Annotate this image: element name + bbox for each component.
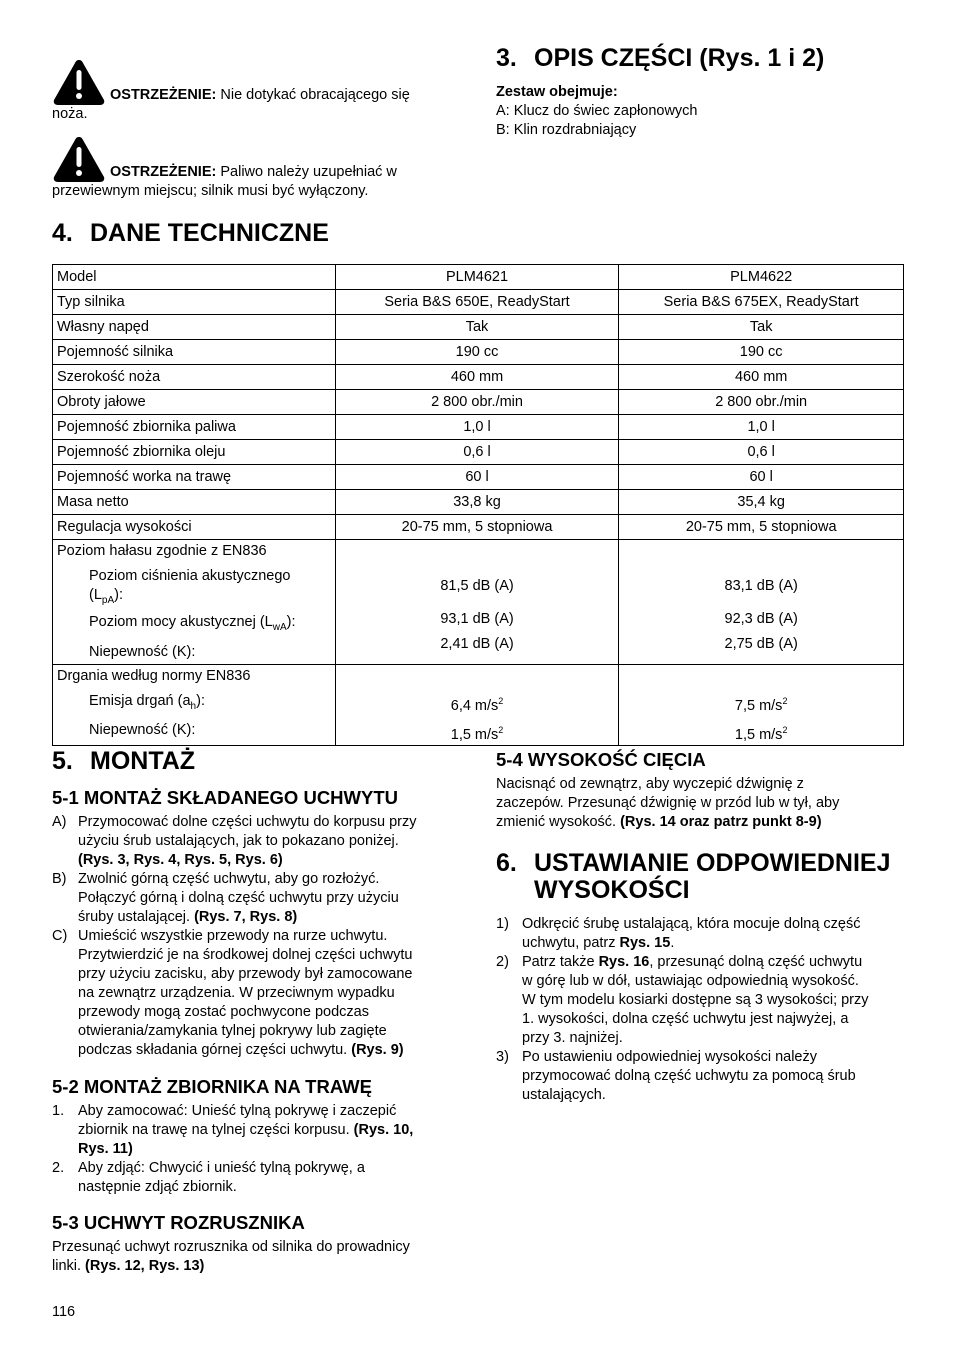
list-item: B) Zwolnić górną część uchwytu, aby go rozłożyć. Połączyć górną i dolną część uchwytu przy użyciu śruby ustalającej. (Rys. 7, Rys. 8) (52, 871, 399, 925)
table-cell: Seria B&S 650E, ReadyStart (335, 290, 619, 315)
table-row (53, 265, 904, 290)
section-5-2-heading: 5-2 MONTAŻ ZBIORNIKA NA TRAWĘ (52, 1076, 372, 1097)
noise-lwa-value: 92,3 dB (A) (724, 611, 798, 627)
warning-triangle-icon (52, 58, 106, 106)
table-cell (619, 540, 904, 665)
table-cell: 20-75 mm, 5 stopniowa (619, 515, 904, 540)
section-3-heading: 3. OPIS CZĘŚCI (Rys. 1 i 2) (496, 44, 825, 72)
noise-lpa-value: 83,1 dB (A) (724, 577, 798, 594)
table-cell: Model (53, 265, 336, 290)
table-cell: Masa netto (53, 490, 336, 515)
table-cell: Pojemność silnika (53, 340, 336, 365)
section-5-2-list (52, 1102, 452, 1197)
table-cell: 60 l (335, 465, 619, 490)
table-cell: Regulacja wysokości (53, 515, 336, 540)
table-cell: 1,0 l (335, 415, 619, 440)
table-row (53, 290, 904, 315)
table-row (53, 415, 904, 440)
table-cell (53, 665, 336, 746)
table-row (53, 465, 904, 490)
table-cell: Typ silnika (53, 290, 336, 315)
table-cell: Własny napęd (53, 315, 336, 340)
table-cell: PLM4621 (335, 265, 619, 290)
table-row (53, 340, 904, 365)
table-cell: PLM4622 (619, 265, 904, 290)
table-cell (335, 540, 619, 665)
table-cell: 460 mm (619, 365, 904, 390)
section-5-3-heading: 5-3 UCHWYT ROZRUSZNIKA (52, 1212, 305, 1233)
table-cell: Seria B&S 675EX, ReadyStart (619, 290, 904, 315)
table-row (53, 440, 904, 465)
warning-triangle-icon (52, 135, 106, 183)
table-row (53, 390, 904, 415)
section-5-1-heading: 5-1 MONTAŻ SKŁADANEGO UCHWYTU (52, 787, 399, 808)
section-5-4-heading: 5-4 WYSOKOŚĆ CIĘCIA (496, 749, 706, 770)
table-row-vibration (53, 665, 904, 746)
table-cell: 35,4 kg (619, 490, 904, 515)
vibration-k-value: 1,5 $m/s^2$ (734, 725, 788, 743)
table-row-noise (53, 540, 904, 665)
section-5-heading: 5. MONTAŻ (52, 747, 196, 775)
table-cell: 190 cc (335, 340, 619, 365)
table-cell: Obroty jałowe (53, 390, 336, 415)
kit-item: B: Klin rozdrabniający (496, 122, 637, 138)
warning-text: Paliwo należy uzupełniać w (216, 164, 397, 180)
table-cell (53, 540, 336, 665)
section-5-4-text: Nacisnąć od zewnątrz, aby wyczepić dźwignię z zaczepów. Przesunąć dźwignię w przód lub w tył, aby zmienić wysokość. (Rys. 14 oraz patrz punkt 8-9) (496, 776, 840, 830)
table-cell: Pojemność worka na trawę (53, 465, 336, 490)
list-item: 1) Odkręcić śrubę ustalającą, która mocuje dolną część uchwytu, patrz Rys. 15. (496, 916, 861, 951)
table-cell: 33,8 kg (335, 490, 619, 515)
table-cell: 1,0 l (619, 415, 904, 440)
table-cell: Pojemność zbiornika paliwa (53, 415, 336, 440)
list-item: 3) Po ustawieniu odpowiedniej wysokości należy przymocować dolną część uchwytu za pomocą śrub ustalających. (496, 1049, 856, 1103)
table-cell: Szerokość noża (53, 365, 336, 390)
vibration-ah-value: 6,4 $m/s^2$ (450, 695, 504, 714)
noise-lpa-value: 81,5 dB (A) (440, 577, 514, 594)
warning-label: OSTRZEŻENIE: (110, 164, 217, 180)
noise-k-label: Niepewność (K): (89, 643, 196, 660)
table-cell: 0,6 l (335, 440, 619, 465)
noise-title: Poziom hałasu zgodnie z EN836 (57, 543, 267, 559)
table-row (53, 490, 904, 515)
warning-text: noża. (52, 106, 88, 122)
noise-k-value: 2,75 dB (A) (724, 635, 798, 652)
table-cell: 0,6 l (619, 440, 904, 465)
table-row (53, 315, 904, 340)
table-cell: Pojemność zbiornika oleju (53, 440, 336, 465)
section-6-list (496, 915, 906, 1105)
table-cell: Tak (619, 315, 904, 340)
table-cell: 20-75 mm, 5 stopniowa (335, 515, 619, 540)
list-item: 2) Patrz także Rys. 16, przesunąć dolną część uchwytu w górę lub w dół, ustawiając odpowiednią wysokość. W tym modelu kosiarki dostępne są 3 wysokości; przy 1. wysokości, dolna część uchwytu jest najwyżej, a przy 3. najniżej. (496, 954, 869, 1046)
vibration-ah-label: Emisja drgań $(a_h)$: (89, 692, 205, 712)
noise-k-value: 2,41 dB (A) (440, 635, 514, 652)
section-4-heading: 4. DANE TECHNICZNE (52, 219, 329, 247)
table-cell (619, 665, 904, 746)
noise-lwa-label: Poziom mocy akustycznej $(L_{wA})$: (89, 614, 296, 634)
table-cell: 60 l (619, 465, 904, 490)
table-cell: Tak (335, 315, 619, 340)
noise-lwa-value: 93,1 dB (A) (440, 611, 514, 627)
list-item: A) Przymocować dolne części uchwytu do korpusu przy użyciu śrub ustalających, jak to pokazano poniżej. (Rys. 3, Rys. 4, Rys. 5, Rys. 6) (52, 814, 417, 868)
vibration-k-value: 1,5 $m/s^2$ (450, 725, 504, 743)
page-number: 116 (52, 1304, 76, 1320)
list-item: 2. Aby zdjąć: Chwycić i unieść tylną pokrywę, a następnie zdjąć zbiornik. (52, 1160, 365, 1195)
section-5-1-list (52, 813, 452, 1060)
vibration-k-label: Niepewność (K): (89, 722, 196, 739)
vibration-title: Drgania według normy EN836 (57, 668, 251, 685)
warning-label: OSTRZEŻENIE: (110, 87, 217, 103)
technical-data-table (52, 264, 904, 746)
section-6-heading: 6. USTAWIANIE ODPOWIEDNIEJ WYSOKOŚCI (496, 849, 891, 904)
kit-label: Zestaw obejmuje: (496, 84, 618, 100)
list-item: 1. Aby zamocować: Unieść tylną pokrywę i zaczepić zbiornik na trawę na tylnej części korpusu. (Rys. 10, Rys. 11) (52, 1103, 414, 1157)
table-cell: 190 cc (619, 340, 904, 365)
table-cell (335, 665, 619, 746)
table-cell: 2 800 obr./min (335, 390, 619, 415)
table-cell: 460 mm (335, 365, 619, 390)
section-5-3-text: Przesunąć uchwyt rozrusznika od silnika do prowadnicy linki. (Rys. 12, Rys. 13) (52, 1239, 410, 1274)
list-item: C) Umieścić wszystkie przewody na rurze uchwytu. Przytwierdzić je na środkowej dolnej części uchwytu przy użyciu zacisku, aby przewody był zamocowane na zewnątrz urządzenia. W przeciwnym wypadku przewody mogą zostać pochwycone podczas otwierania/zamykania tylnej pokrywy lub zagięte podczas składania górnej części uchwytu. (Rys. 9) (52, 928, 413, 1058)
table-row (53, 515, 904, 540)
warning-text: Nie dotykać obracającego się (216, 87, 410, 103)
kit-item: A: Klucz do świec zapłonowych (496, 103, 698, 119)
warning-text: przewiewnym miejscu; silnik musi być wyłączony. (52, 183, 369, 199)
noise-lpa-label: Poziom ciśnienia akustycznego $(L_{pA})$: (89, 567, 291, 606)
table-row (53, 365, 904, 390)
vibration-ah-value: 7,5 $m/s^2$ (734, 695, 788, 714)
table-cell: 2 800 obr./min (619, 390, 904, 415)
